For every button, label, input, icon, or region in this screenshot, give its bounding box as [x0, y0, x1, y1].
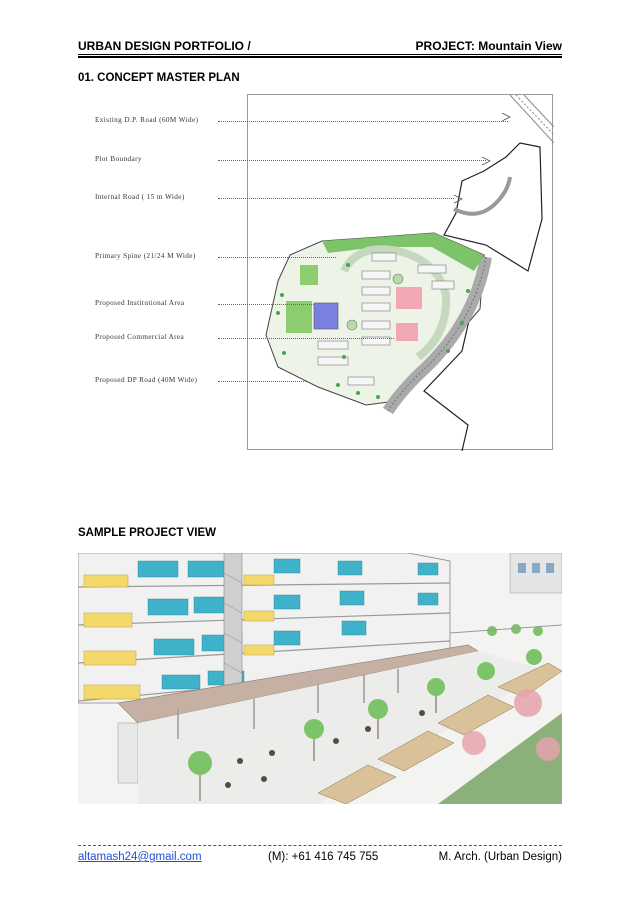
- leader-line: [218, 304, 314, 305]
- label-institutional-area: Proposed Institutional Area: [95, 299, 185, 307]
- label-commercial-area: Proposed Commercial Area: [95, 333, 185, 341]
- header-rule: [78, 54, 562, 55]
- institutional-block: [314, 303, 338, 329]
- email-link[interactable]: altamash24@gmail.com: [78, 851, 202, 863]
- footer-rule: [78, 845, 562, 846]
- phone-number: (M): +61 416 745 755: [268, 851, 379, 863]
- label-internal-road: Internal Road ( 15 m Wide): [95, 193, 185, 201]
- project-view-heading: SAMPLE PROJECT VIEW: [78, 527, 217, 539]
- header-rule-thick: [78, 56, 562, 58]
- master-plan-heading: 01. CONCEPT MASTER PLAN: [78, 72, 240, 84]
- green-lawn-west: [286, 301, 312, 333]
- commercial-block-2: [396, 323, 418, 341]
- label-proposed-dp-road: Proposed DP Road (40M Wide): [95, 376, 198, 384]
- page-footer: [78, 851, 562, 867]
- podium-wall: [118, 723, 138, 783]
- leader-line: [218, 160, 486, 161]
- facade-screen: [224, 553, 242, 703]
- roundabout-2: [347, 320, 357, 330]
- label-plot-boundary: Plot Boundary: [95, 155, 142, 163]
- project-name: PROJECT: Mountain View: [415, 39, 562, 53]
- project-view-illustration: [78, 553, 562, 804]
- existing-road: [510, 95, 554, 143]
- leader-line: [218, 121, 508, 122]
- leader-line: [218, 257, 336, 258]
- project-view-render: [78, 553, 562, 804]
- label-existing-road: Existing D.P. Road (60M Wide): [95, 116, 199, 124]
- portfolio-title: URBAN DESIGN PORTFOLIO /: [78, 39, 251, 53]
- internal-road: [454, 177, 510, 214]
- degree-label: M. Arch. (Urban Design): [438, 851, 562, 863]
- leader-line: [218, 198, 454, 199]
- commercial-block-1: [396, 287, 422, 309]
- master-plan-drawing: [248, 95, 554, 451]
- leader-line: [218, 381, 306, 382]
- label-arrows: [454, 113, 510, 203]
- master-plan-image: [247, 94, 553, 450]
- roundabout: [393, 274, 403, 284]
- leader-line: [218, 338, 394, 339]
- green-lawn-nw: [300, 265, 318, 285]
- label-primary-spine: Primary Spine (21/24 M Wide): [95, 252, 196, 260]
